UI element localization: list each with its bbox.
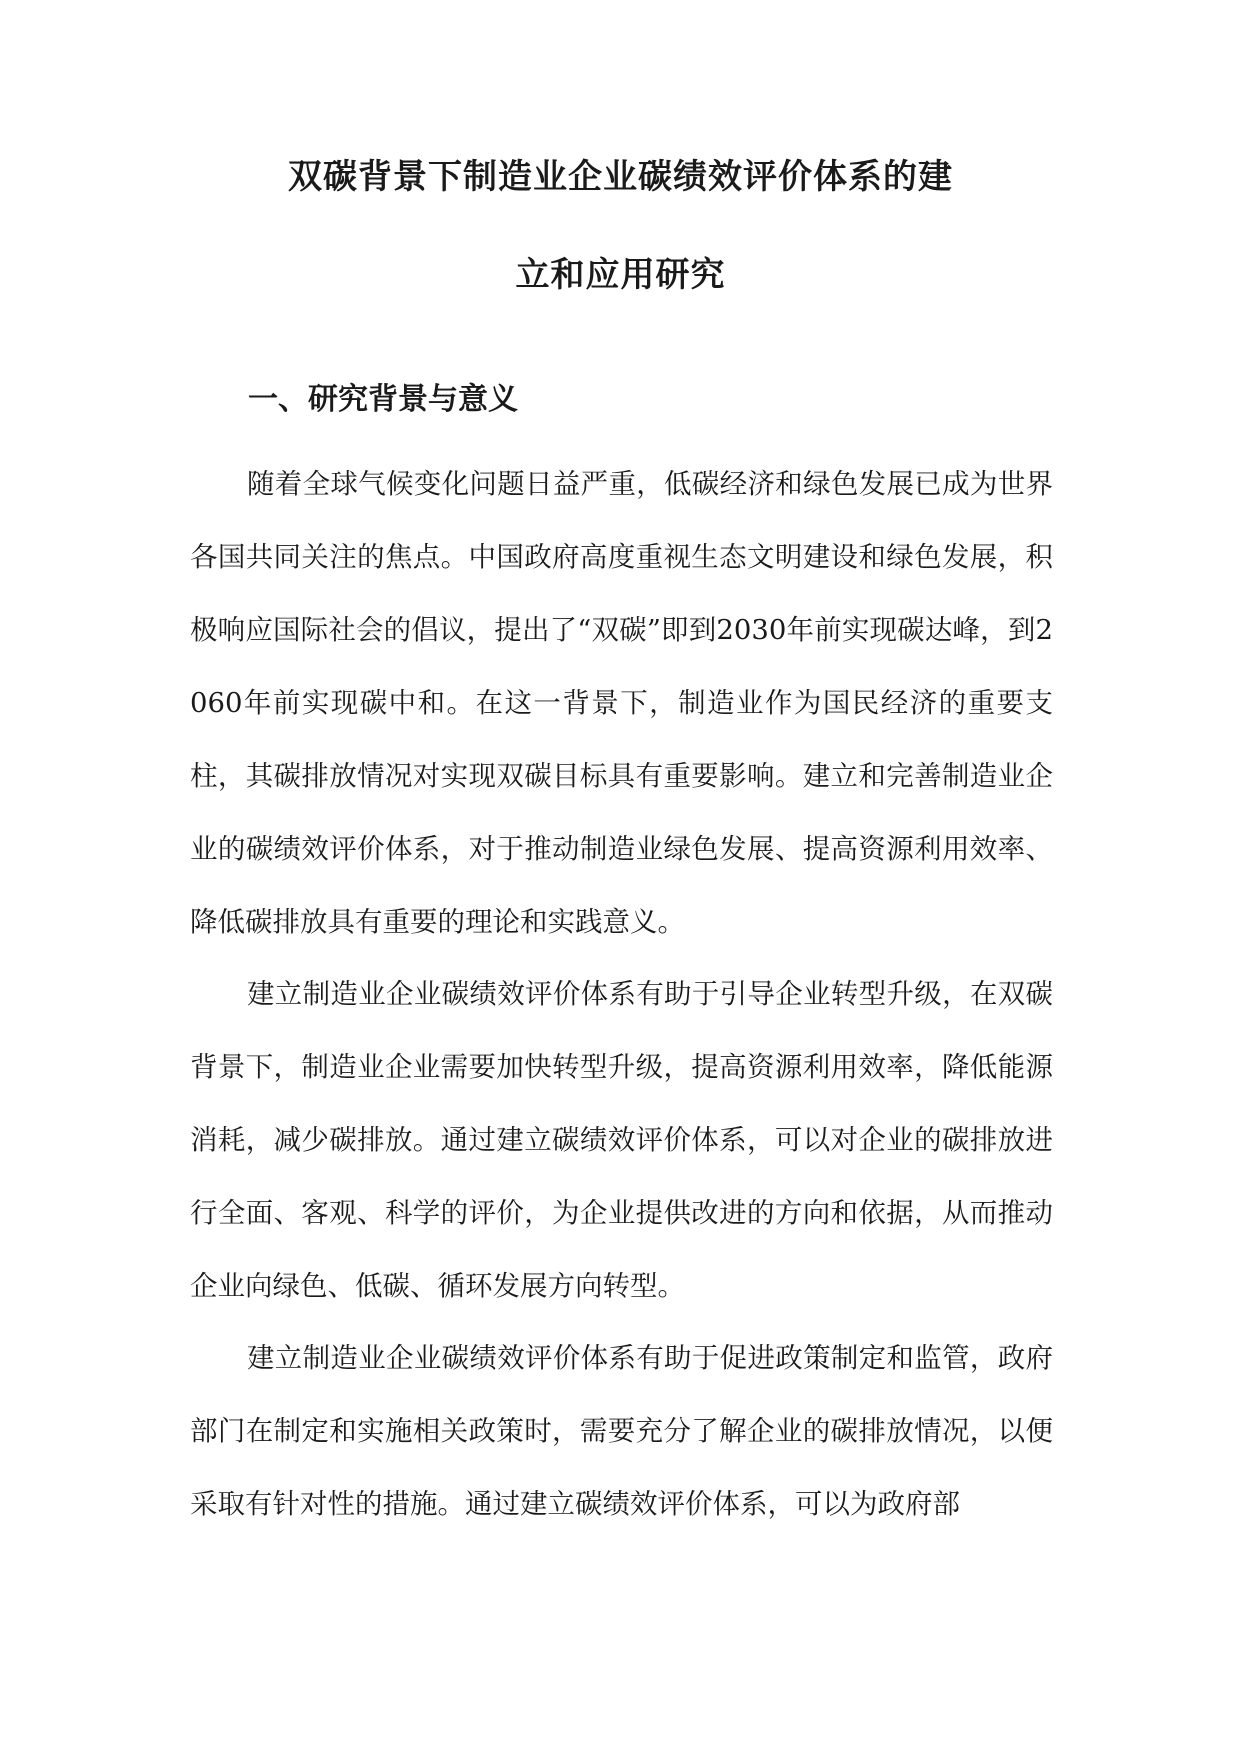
body-paragraph-2: 建立制造业企业碳绩效评价体系有助于引导企业转型升级，在双碳背景下，制造业企业需要加快转型升级，提高资源利用效率，降低能源消耗，减少碳排放。通过建立碳绩效评价体系，可以对企业的碳排放进行全面、客观、科学的评价，为企业提供改进的方向和依据，从而推动企业向绿色、低碳、循环发展方向转型。 <box>190 978 1053 1302</box>
section-heading: 一、研究背景与意义 <box>248 382 518 417</box>
body-paragraph-1: 随着全球气候变化问题日益严重，低碳经济和绿色发展已成为世界各国共同关注的焦点。中国政府高度重视生态文明建设和绿色发展，积极响应国际社会的倡议，提出了“双碳”即到2030年前实现碳达峰，到2060年前实现碳中和。在这一背景下，制造业作为国民经济的重要支柱，其碳排放情况对实现双碳目标具有重要影响。建立和完善制造业企业的碳绩效评价体系，对于推动制造业绿色发展、提高资源利用效率、降低碳排放具有重要的理论和实践意义。 <box>190 468 1053 938</box>
document-title-line-2: 立和应用研究 <box>515 255 726 295</box>
document-title-line-1: 双碳背景下制造业企业碳绩效评价体系的建 <box>288 157 953 197</box>
body-paragraph-3: 建立制造业企业碳绩效评价体系有助于促进政策制定和监管，政府部门在制定和实施相关政策时，需要充分了解企业的碳排放情况，以便采取有针对性的措施。通过建立碳绩效评价体系，可以为政府部 <box>190 1342 1053 1520</box>
